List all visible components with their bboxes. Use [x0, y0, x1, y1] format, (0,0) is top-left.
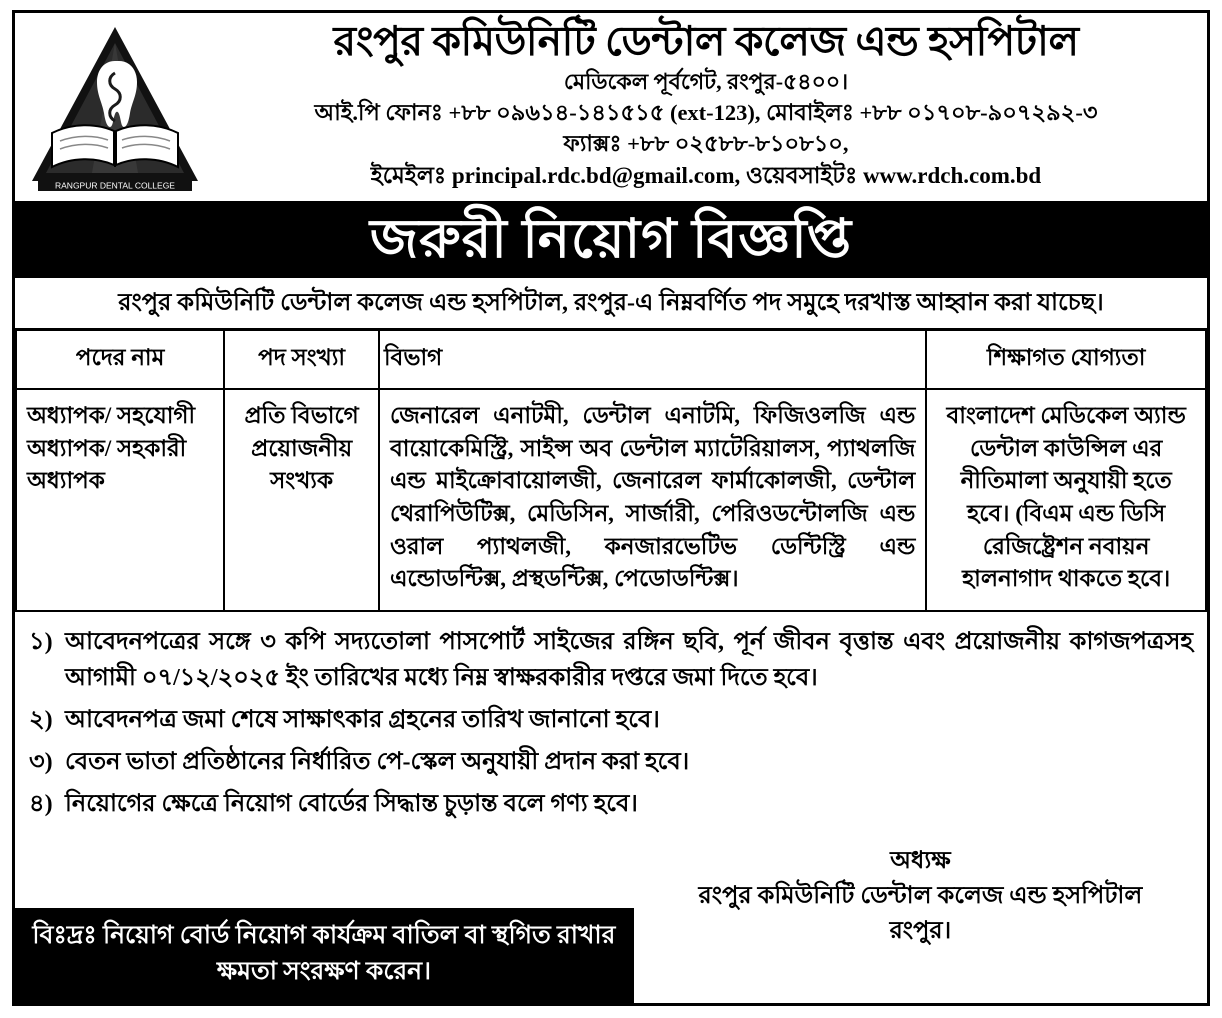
- cell-count: প্রতি বিভাগে প্রয়োজনীয় সংখ্যক: [224, 389, 379, 611]
- organization-address: মেডিকেল পূর্বগেট, রংপুর-৫৪০০।: [563, 68, 849, 94]
- table-row: [16, 389, 1206, 611]
- letterhead-text: [215, 17, 1207, 195]
- conditions-list: [15, 612, 1207, 832]
- footer: [15, 838, 1207, 1003]
- organization-name: রংপুর কমিউনিটি ডেন্টাল কলেজ এন্ড হসপিটাল: [333, 17, 1079, 64]
- college-logo-icon: [28, 21, 203, 193]
- disclaimer-note: বিঃদ্রঃ নিয়োগ বোর্ড নিয়োগ কার্যক্রম বাতিল বা স্থগিত রাখার ক্ষমতা সংরক্ষণ করেন।: [14, 908, 634, 1005]
- phone-line: আই.পি ফোনঃ +৮৮ ০৯৬১৪-১৪১৫১৫ (ext-123), মোবাইলঃ +৮৮ ০১৭০৮-৯০৭২৯২-৩: [314, 99, 1098, 125]
- signature-place: রংপুর।: [889, 917, 952, 944]
- poster-frame: [12, 10, 1210, 1006]
- note-text: আবেদনপত্রের সঙ্গে ৩ কপি সদ্যতোলা পাসপোর্ট সাইজের রঙ্গিন ছবি, পূর্ন জীবন বৃত্তান্ত এবং প্রয়োজনীয় কাগজপত্রসহ আগামী ০৭/১২/২০২৫ ইং তারিখের মধ্যে নিম্ন স্বাক্ষরকারীর দপ্তরে জমা দিতে হবে।: [65, 628, 1193, 691]
- letterhead: [15, 13, 1207, 204]
- column-header-department: বিভাগ: [379, 331, 926, 389]
- notice-title: জরুরী নিয়োগ বিজ্ঞপ্তি: [369, 209, 853, 269]
- signature-block: [634, 838, 1207, 948]
- table-header-row: [16, 331, 1206, 389]
- note-number: ১): [29, 628, 53, 655]
- logo-caption: RANGPUR DENTAL COLLEGE: [54, 180, 175, 191]
- notice-title-band: [15, 204, 1207, 278]
- signature-organization: রংপুর কমিউনিটি ডেন্টাল কলেজ এন্ড হসপিটাল: [698, 882, 1143, 909]
- fax-line: ফ্যাক্সঃ +৮৮ ০২৫৮৮-৮১০৮১০,: [563, 131, 849, 157]
- column-header-count: পদ সংখ্যা: [224, 331, 379, 389]
- cell-post: অধ্যাপক/ সহযোগী অধ্যাপক/ সহকারী অধ্যাপক: [16, 389, 224, 611]
- note-number: ৪): [29, 790, 53, 817]
- signature-title: অধ্যক্ষ: [890, 847, 951, 874]
- vacancy-table: [15, 331, 1207, 612]
- note-text: নিয়োগের ক্ষেত্রে নিয়োগ বোর্ডের সিদ্ধান্ত চুড়ান্ত বলে গণ্য হবে।: [65, 790, 638, 817]
- logo: [15, 17, 215, 195]
- column-header-qualification: শিক্ষাগত যোগ্যতা: [926, 331, 1206, 389]
- note-number: ৩): [29, 748, 53, 775]
- list-item: [29, 786, 1193, 822]
- cell-department: জেনারেল এনাটমী, ডেন্টাল এনাটমি, ফিজিওলজি এন্ড বায়োকেমিস্ট্রি, সাইন্স অব ডেন্টাল ম্যাটেরিয়ালস, প্যাথলজি এন্ড মাইক্রোবায়োলজী, জেনারেল ফার্মাকোলজী, ডেন্টাল থেরাপিউটিক্স, মেডিসিন, সার্জারী, পেরিওডন্টোলজি এন্ড ওরাল প্যাথলজী, কনজারভেটিভ ডেন্টিস্ট্রি এন্ড এন্ডোডন্টিক্স, প্রস্থডন্টিক্স, পেডোডন্টিক্স।: [379, 389, 926, 611]
- column-header-post: পদের নাম: [16, 331, 224, 389]
- list-item: [29, 702, 1193, 738]
- note-text: বেতন ভাতা প্রতিষ্ঠানের নির্ধারিত পে-স্কেল অনুযায়ী প্রদান করা হবে।: [65, 748, 690, 775]
- cell-qualification: বাংলাদেশ মেডিকেল অ্যান্ড ডেন্টাল কাউন্সিল এর নীতিমালা অনুযায়ী হতে হবে। (বিএম এন্ড ডিসি রেজিষ্ট্রেশন নবায়ন হালনাগাদ থাকতে হবে।: [926, 389, 1206, 611]
- intro-text: রংপুর কমিউনিটি ডেন্টাল কলেজ এন্ড হসপিটাল, রংপুর-এ নিম্নবর্ণিত পদ সমুহে দরখাস্ত আহ্বান করা যাচেছ।: [15, 278, 1207, 331]
- email-website-line: ইমেইলঃ principal.rdc.bd@gmail.com, ওয়েবসাইটঃ www.rdch.com.bd: [370, 163, 1042, 189]
- list-item: [29, 744, 1193, 780]
- note-number: ২): [29, 706, 53, 733]
- list-item: [29, 624, 1193, 696]
- note-text: আবেদনপত্র জমা শেষে সাক্ষাৎকার গ্রহনের তারিখ জানানো হবে।: [65, 706, 660, 733]
